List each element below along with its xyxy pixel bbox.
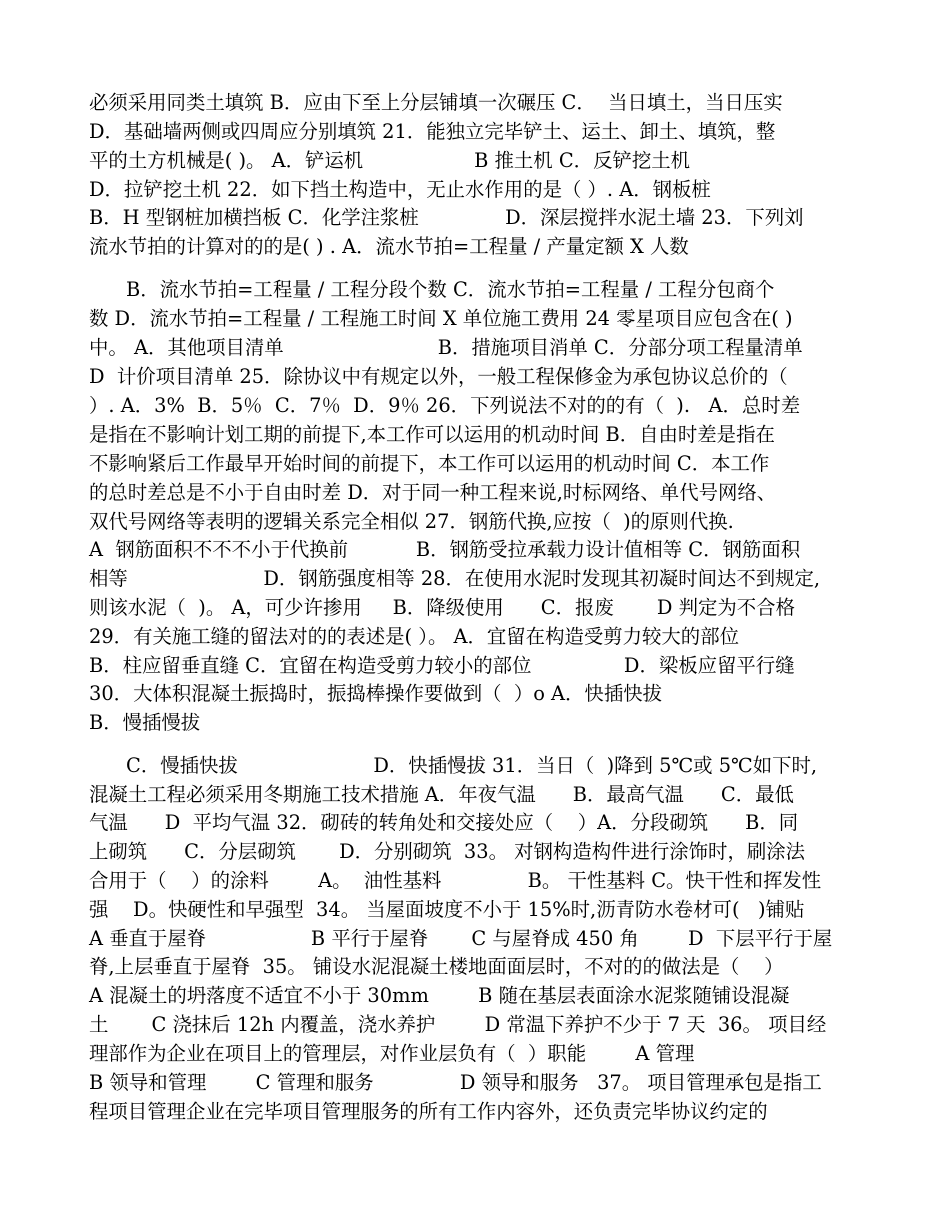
text-line: 混凝土工程必须采用冬期施工技术措施 A．年夜气温 B．最高气温 C．最低 [89, 783, 794, 806]
text-line: 双代号网络等表明的逻辑关系完全相似 27．钢筋代换,应按（ )的原则代换. [89, 510, 734, 533]
text-line: A 垂直于屋脊 B 平行于屋脊 C 与屋脊成 450 角 D 下层平行于屋 [89, 927, 833, 950]
text-line: 上砌筑 C．分层砌筑 D．分别砌筑 33。 对钢构造构件进行涂饰时，刷涂法 [89, 840, 806, 863]
text-line: D 计价项目清单 25．除协议中有规定以外，一般工程保修金为承包协议总价的（ [89, 365, 788, 388]
text-line: A 钢筋面积不不不小于代换前 B．钢筋受拉承载力设计值相等 C．钢筋面积 [89, 538, 801, 561]
text-line: B．柱应留垂直缝 C．宜留在构造受剪力较小的部位 D．梁板应留平行缝 [89, 654, 795, 677]
text-line: 程项目管理企业在完毕项目管理服务的所有工作内容外，还负责完毕协议约定的 [89, 1100, 768, 1123]
text-line: D．基础墙两侧或四周应分别填筑 21．能独立完毕铲土、运土、卸土、填筑，整 [89, 120, 776, 143]
text-line: 气温 D 平均气温 32．砌砖的转角处和交接处应（ ）A．分段砌筑 B．同 [89, 811, 799, 834]
text-line: B．慢插慢拔 [89, 711, 201, 734]
text-line: 土 C 浇抹后 12h 内覆盖，浇水养护 D 常温下养护不少于 7 天 36。 项目经 [89, 1013, 827, 1036]
text-line: 脊,上层垂直于屋脊 35。 铺设水泥混凝土楼地面面层时，不对的的做法是（ ） [89, 955, 784, 978]
text-line: 中。 A．其他项目清单 B．措施项目消单 C．分部分项工程量清单 [89, 336, 803, 359]
text-line: C．慢插快拔 D．快插慢拔 31．当日（ )降到 5℃或 5℃如下时, [89, 754, 818, 777]
text-line: B 领导和管理 C 管理和服务 D 领导和服务 37。 项目管理承包是指工 [89, 1071, 822, 1094]
text-line: 相等 D．钢筋强度相等 28．在使用水泥时发现其初凝时间达不到规定, [89, 567, 821, 590]
text-line: B．流水节拍=工程量 / 工程分段个数 C．流水节拍=工程量 / 工程分包商个 [89, 278, 775, 301]
text-line: 是指在不影响计划工期的前提下,本工作可以运用的机动时间 B．自由时差是指在 [89, 423, 775, 446]
text-line: 理部作为企业在项目上的管理层，对作业层负有（ ）职能 A 管理 [89, 1042, 695, 1065]
text-line: 强 D。快硬性和早强型 34。 当屋面坡度不小于 15%时,沥青防水卷材可( )铺贴 [89, 898, 805, 921]
text-line: 30．大体积混凝土振捣时，振捣棒操作要做到（ ）o A．快插快拔 [89, 682, 662, 705]
text-line: D．拉铲挖土机 22．如下挡土构造中，无止水作用的是（ ）. A．钢板桩 [89, 178, 711, 201]
text-line: 流水节拍的计算对的的是( ) . A．流水节拍=工程量 / 产量定额 X 人数 [89, 235, 689, 258]
text-line: 数 D．流水节拍=工程量 / 工程施工时间 X 单位施工费用 24 零星项目应包含在( ) [89, 307, 793, 330]
text-line: A 混凝土的坍落度不适宜不小于 30mm B 随在基层表面涂水泥浆随铺设混凝 [89, 984, 790, 1007]
text-line: 平的土方机械是( )。 A．铲运机 B 推土机 C．反铲挖土机 [89, 149, 691, 172]
text-line: 则该水泥（ )。 A，可少许掺用 B．降级使用 C．报废 D 判定为不合格 [89, 596, 795, 619]
text-line: 不影响紧后工作最早开始时间的前提下，本工作可以运用的机动时间 C．本工作 [89, 452, 770, 475]
text-line: B．H 型钢桩加横挡板 C．化学注浆桩 D．深层搅拌水泥土墙 23．下列刘 [89, 206, 804, 229]
text-line: 29．有关施工缝的留法对的的表述是( ）。 A．宜留在构造受剪力较大的部位 [89, 625, 739, 648]
text-line: ）. A．3% B．5％ C．7％ D．9％ 26．下列说法不对的的有（ ). A．总时差 [89, 394, 801, 417]
text-line: 合用于（ ）的涂料 A。 油性基料 B。 干性基料 C。快干性和挥发性 [89, 869, 822, 892]
text-line: 必须采用同类土填筑 B．应由下至上分层铺填一次碾压 C． 当日填土，当日压实 [89, 91, 783, 114]
text-line: 的总时差总是不小于自由时差 D．对于同一种工程来说,时标网络、单代号网络、 [89, 481, 777, 504]
